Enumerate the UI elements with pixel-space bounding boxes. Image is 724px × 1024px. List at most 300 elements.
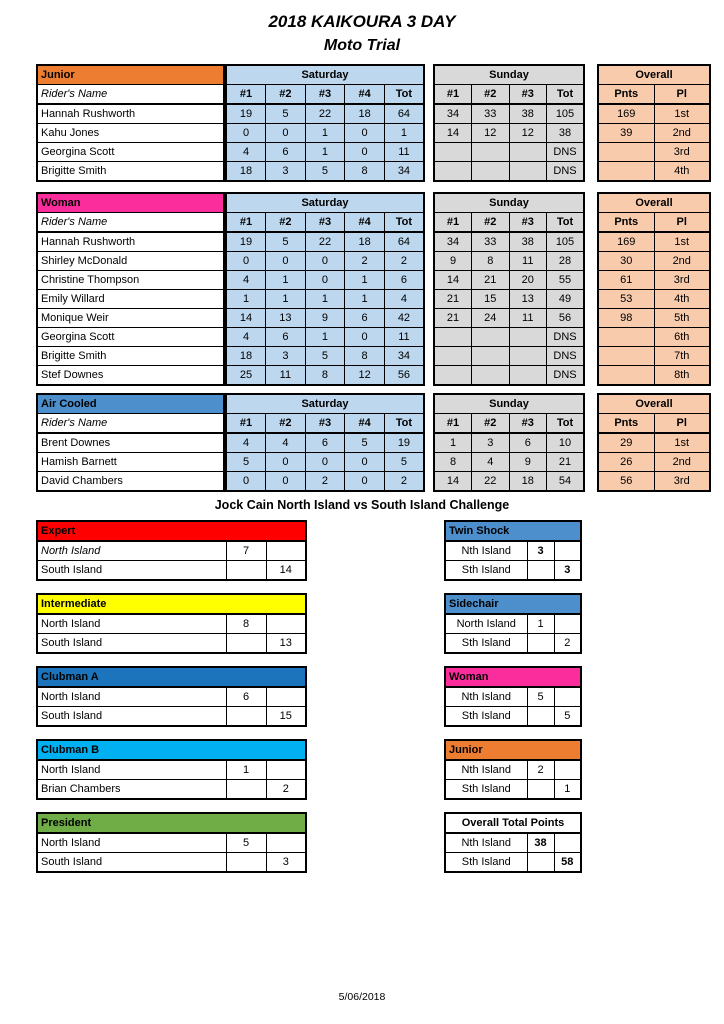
sat-score-cell: 34 — [384, 162, 424, 182]
score-col1-cell — [527, 780, 554, 800]
overall-cell: 26 — [598, 453, 654, 472]
sun-score-cell: DNS — [547, 347, 585, 366]
sun-score-cell: DNS — [547, 328, 585, 347]
sat-score-cell: 0 — [305, 453, 345, 472]
sun-score-cell: 8 — [472, 252, 510, 271]
sun-col-header: #2 — [472, 414, 510, 434]
score-col1-cell: 3 — [527, 541, 554, 561]
score-col1-cell: 5 — [226, 833, 266, 853]
overall-cell: 30 — [598, 252, 654, 271]
score-col1-cell — [527, 634, 554, 654]
results-table-junior — [36, 64, 711, 182]
overall-col-header: Pl — [654, 213, 710, 233]
score-col2-cell: 2 — [266, 780, 306, 800]
score-col1-cell — [527, 707, 554, 727]
sat-col-header: #2 — [266, 414, 306, 434]
sat-score-cell: 2 — [305, 472, 345, 492]
sun-score-cell: 6 — [509, 433, 547, 453]
sat-score-cell: 6 — [266, 143, 306, 162]
sun-score-cell: 11 — [509, 252, 547, 271]
overall-block-air-cooled — [597, 393, 711, 492]
sat-score-cell: 0 — [345, 328, 385, 347]
sat-score-cell: 0 — [266, 252, 306, 271]
sat-score-cell: 18 — [345, 232, 385, 252]
sat-score-cell: 18 — [345, 104, 385, 124]
sat-score-cell: 19 — [226, 104, 266, 124]
island-label: North Island — [445, 614, 527, 634]
challenge-header-twin-shock: Twin Shock — [445, 521, 581, 541]
overall-cell: 4th — [654, 290, 710, 309]
sat-score-cell: 0 — [305, 252, 345, 271]
overall-cell: 7th — [654, 347, 710, 366]
sun-score-cell: 34 — [434, 104, 472, 124]
score-col1-cell — [527, 561, 554, 581]
island-label: Nth Island — [445, 541, 527, 561]
score-col2-cell: 5 — [554, 707, 581, 727]
sat-score-cell: 0 — [226, 252, 266, 271]
overall-cell: 2nd — [654, 252, 710, 271]
challenge-header-intermediate: Intermediate — [37, 594, 306, 614]
sun-score-cell — [434, 162, 472, 182]
sat-score-cell: 1 — [266, 271, 306, 290]
sun-score-cell: 49 — [547, 290, 585, 309]
sat-col-header: #4 — [345, 213, 385, 233]
island-label: North Island — [37, 833, 226, 853]
saturday-header: Saturday — [226, 394, 424, 414]
sun-score-cell: 55 — [547, 271, 585, 290]
score-col2-cell — [266, 687, 306, 707]
sat-score-cell: 1 — [266, 290, 306, 309]
island-label: North Island — [37, 687, 226, 707]
sun-score-cell: DNS — [547, 366, 585, 386]
challenge-header-woman: Woman — [445, 667, 581, 687]
overall-cell — [598, 328, 654, 347]
score-col2-cell: 2 — [554, 634, 581, 654]
sat-col-header: Tot — [384, 85, 424, 105]
score-col2-cell — [554, 541, 581, 561]
sat-col-header: #4 — [345, 414, 385, 434]
sat-score-cell: 34 — [384, 347, 424, 366]
overall-cell: 39 — [598, 124, 654, 143]
overall-cell: 3rd — [654, 271, 710, 290]
sat-score-cell: 8 — [305, 366, 345, 386]
challenge-title: Jock Cain North Island vs South Island Challenge — [214, 498, 510, 512]
sunday-header: Sunday — [434, 65, 584, 85]
score-col2-cell: 1 — [554, 780, 581, 800]
sun-score-cell — [509, 328, 547, 347]
challenge-table-intermediate — [36, 593, 307, 654]
sat-col-header: #1 — [226, 213, 266, 233]
overall-cell: 53 — [598, 290, 654, 309]
challenge-header-clubman-b: Clubman B — [37, 740, 306, 760]
rider-name: David Chambers — [37, 472, 224, 492]
sat-score-cell: 1 — [305, 143, 345, 162]
score-col2-cell — [266, 614, 306, 634]
challenge-table-junior — [444, 739, 582, 800]
sat-score-cell: 6 — [384, 271, 424, 290]
sun-score-cell: 13 — [509, 290, 547, 309]
overall-cell: 1st — [654, 232, 710, 252]
sat-score-cell: 0 — [226, 124, 266, 143]
sat-score-cell: 14 — [226, 309, 266, 328]
sun-col-header: Tot — [547, 85, 585, 105]
rider-name: Hamish Barnett — [37, 453, 224, 472]
sat-score-cell: 0 — [226, 472, 266, 492]
sun-col-header: Tot — [547, 213, 585, 233]
sun-col-header: #3 — [509, 213, 547, 233]
page-title: 2018 KAIKOURA 3 DAY — [268, 12, 456, 31]
sat-score-cell: 18 — [226, 162, 266, 182]
sun-col-header: Tot — [547, 414, 585, 434]
score-col1-cell — [226, 561, 266, 581]
class-header-air-cooled: Air Cooled — [37, 394, 224, 414]
overall-cell: 98 — [598, 309, 654, 328]
island-label: North Island — [37, 760, 226, 780]
sat-score-cell: 42 — [384, 309, 424, 328]
sat-score-cell: 5 — [305, 162, 345, 182]
sat-score-cell: 5 — [266, 104, 306, 124]
island-label: North Island — [37, 614, 226, 634]
overall-cell: 169 — [598, 104, 654, 124]
rider-column-junior — [36, 64, 225, 182]
challenge-header-overall-total-points: Overall Total Points — [445, 813, 581, 833]
rider-name: Brent Downes — [37, 433, 224, 453]
score-col2-cell: 14 — [266, 561, 306, 581]
sat-score-cell: 4 — [226, 433, 266, 453]
sun-score-cell: 14 — [434, 271, 472, 290]
score-col2-cell: 3 — [554, 561, 581, 581]
sun-score-cell: 21 — [434, 290, 472, 309]
score-col1-cell — [226, 853, 266, 873]
sun-score-cell — [434, 366, 472, 386]
results-table-air-cooled — [36, 393, 711, 492]
overall-cell: 4th — [654, 162, 710, 182]
overall-cell — [598, 162, 654, 182]
sat-score-cell: 19 — [226, 232, 266, 252]
saturday-header: Saturday — [226, 65, 424, 85]
sat-score-cell: 19 — [384, 433, 424, 453]
sun-score-cell: 28 — [547, 252, 585, 271]
challenge-header-president: President — [37, 813, 306, 833]
sat-score-cell: 5 — [384, 453, 424, 472]
rider-column-air-cooled — [36, 393, 225, 492]
challenge-header-clubman-a: Clubman A — [37, 667, 306, 687]
sunday-block-woman — [433, 192, 585, 386]
sat-score-cell: 2 — [384, 252, 424, 271]
sunday-block-air-cooled — [433, 393, 585, 492]
overall-header: Overall — [598, 65, 710, 85]
rider-name: Stef Downes — [37, 366, 224, 386]
sun-score-cell: DNS — [547, 143, 585, 162]
sat-score-cell: 4 — [266, 433, 306, 453]
riders-name-label: Rider's Name — [37, 213, 224, 233]
sat-score-cell: 64 — [384, 232, 424, 252]
sun-col-header: #1 — [434, 213, 472, 233]
sat-score-cell: 13 — [266, 309, 306, 328]
sat-score-cell: 4 — [384, 290, 424, 309]
island-label: South Island — [37, 561, 226, 581]
island-label: South Island — [37, 634, 226, 654]
overall-cell: 2nd — [654, 124, 710, 143]
page-subtitle: Moto Trial — [323, 37, 401, 54]
challenge-table-expert — [36, 520, 307, 581]
sat-score-cell: 6 — [305, 433, 345, 453]
sun-col-header: #3 — [509, 85, 547, 105]
sun-col-header: #3 — [509, 414, 547, 434]
sat-score-cell: 2 — [345, 252, 385, 271]
sat-score-cell: 4 — [226, 271, 266, 290]
sat-score-cell: 1 — [384, 124, 424, 143]
score-col2-cell: 3 — [266, 853, 306, 873]
score-col2-cell — [554, 760, 581, 780]
overall-col-header: Pl — [654, 414, 710, 434]
overall-cell: 8th — [654, 366, 710, 386]
sun-score-cell: 15 — [472, 290, 510, 309]
score-col2-cell — [554, 833, 581, 853]
challenge-header-junior: Junior — [445, 740, 581, 760]
sat-score-cell: 6 — [266, 328, 306, 347]
island-label: North Island — [37, 541, 226, 561]
sat-score-cell: 1 — [305, 290, 345, 309]
sun-score-cell — [472, 143, 510, 162]
sat-score-cell: 4 — [226, 143, 266, 162]
challenge-table-sidechair — [444, 593, 582, 654]
saturday-block-air-cooled — [225, 393, 425, 492]
sun-score-cell: 14 — [434, 124, 472, 143]
sat-col-header: Tot — [384, 414, 424, 434]
sat-score-cell: 11 — [384, 143, 424, 162]
sun-score-cell — [472, 162, 510, 182]
sun-score-cell: 105 — [547, 104, 585, 124]
overall-col-header: Pnts — [598, 85, 654, 105]
sun-score-cell: 22 — [472, 472, 510, 492]
sun-score-cell — [509, 366, 547, 386]
sun-score-cell: 21 — [547, 453, 585, 472]
rider-name: Emily Willard — [37, 290, 224, 309]
sun-score-cell: 12 — [509, 124, 547, 143]
score-col1-cell — [226, 707, 266, 727]
sat-col-header: #3 — [305, 414, 345, 434]
sat-score-cell: 3 — [266, 162, 306, 182]
overall-cell: 2nd — [654, 453, 710, 472]
sat-score-cell: 2 — [384, 472, 424, 492]
sat-col-header: #1 — [226, 414, 266, 434]
sat-score-cell: 6 — [345, 309, 385, 328]
challenge-header-expert: Expert — [37, 521, 306, 541]
rider-name: Hannah Rushworth — [37, 104, 224, 124]
challenge-table-president — [36, 812, 307, 873]
sat-score-cell: 11 — [266, 366, 306, 386]
sun-score-cell: 21 — [434, 309, 472, 328]
sun-score-cell: 9 — [509, 453, 547, 472]
overall-col-header: Pl — [654, 85, 710, 105]
sat-score-cell: 1 — [305, 124, 345, 143]
island-label: Sth Island — [445, 853, 527, 873]
score-col1-cell: 2 — [527, 760, 554, 780]
rider-name: Hannah Rushworth — [37, 232, 224, 252]
rider-name: Christine Thompson — [37, 271, 224, 290]
sun-score-cell: 11 — [509, 309, 547, 328]
score-col1-cell: 1 — [226, 760, 266, 780]
riders-name-label: Rider's Name — [37, 85, 224, 105]
sat-col-header: #3 — [305, 85, 345, 105]
sat-score-cell: 0 — [345, 143, 385, 162]
saturday-block-woman — [225, 192, 425, 386]
score-col1-cell — [226, 780, 266, 800]
footer-date: 5/06/2018 — [338, 991, 386, 1003]
sat-score-cell: 5 — [345, 433, 385, 453]
island-label: Sth Island — [445, 561, 527, 581]
sun-score-cell: 12 — [472, 124, 510, 143]
score-col2-cell — [554, 614, 581, 634]
challenge-table-overall-total-points — [444, 812, 582, 873]
sun-col-header: #2 — [472, 213, 510, 233]
island-label: Sth Island — [445, 634, 527, 654]
sat-col-header: #4 — [345, 85, 385, 105]
island-label: South Island — [37, 853, 226, 873]
score-col2-cell — [266, 833, 306, 853]
class-header-woman: Woman — [37, 193, 224, 213]
overall-cell — [598, 347, 654, 366]
island-label: Nth Island — [445, 760, 527, 780]
sun-score-cell — [472, 347, 510, 366]
sat-score-cell: 5 — [226, 453, 266, 472]
overall-cell: 169 — [598, 232, 654, 252]
rider-name: Shirley McDonald — [37, 252, 224, 271]
score-col1-cell — [226, 634, 266, 654]
sat-score-cell: 0 — [266, 124, 306, 143]
sun-col-header: #2 — [472, 85, 510, 105]
sat-score-cell: 1 — [345, 290, 385, 309]
sat-score-cell: 22 — [305, 232, 345, 252]
sat-score-cell: 56 — [384, 366, 424, 386]
sun-score-cell: 1 — [434, 433, 472, 453]
sun-score-cell — [509, 143, 547, 162]
sun-score-cell: 20 — [509, 271, 547, 290]
sat-score-cell: 3 — [266, 347, 306, 366]
overall-cell — [598, 366, 654, 386]
sun-score-cell: 105 — [547, 232, 585, 252]
overall-cell: 3rd — [654, 472, 710, 492]
sun-score-cell — [472, 328, 510, 347]
sat-score-cell: 1 — [305, 328, 345, 347]
island-label: Sth Island — [445, 780, 527, 800]
sun-score-cell — [472, 366, 510, 386]
overall-block-woman — [597, 192, 711, 386]
results-table-woman — [36, 192, 711, 386]
sun-score-cell — [434, 143, 472, 162]
sat-score-cell: 12 — [345, 366, 385, 386]
overall-header: Overall — [598, 193, 710, 213]
sunday-header: Sunday — [434, 193, 584, 213]
challenge-table-clubman-b — [36, 739, 307, 800]
sun-score-cell: 38 — [547, 124, 585, 143]
sat-score-cell: 5 — [305, 347, 345, 366]
sat-score-cell: 0 — [305, 271, 345, 290]
challenge-table-woman — [444, 666, 582, 727]
rider-name: Kahu Jones — [37, 124, 224, 143]
island-label: Brian Chambers — [37, 780, 226, 800]
sun-score-cell: 21 — [472, 271, 510, 290]
sun-score-cell — [509, 347, 547, 366]
sun-score-cell: 38 — [509, 232, 547, 252]
score-col1-cell: 38 — [527, 833, 554, 853]
sun-score-cell: 56 — [547, 309, 585, 328]
island-label: South Island — [37, 707, 226, 727]
sat-score-cell: 25 — [226, 366, 266, 386]
sat-score-cell: 22 — [305, 104, 345, 124]
sat-score-cell: 9 — [305, 309, 345, 328]
overall-cell — [598, 143, 654, 162]
overall-cell: 3rd — [654, 143, 710, 162]
sun-score-cell: DNS — [547, 162, 585, 182]
sat-score-cell: 8 — [345, 162, 385, 182]
sun-score-cell: 9 — [434, 252, 472, 271]
island-label: Nth Island — [445, 687, 527, 707]
sun-score-cell: 33 — [472, 104, 510, 124]
sun-score-cell — [434, 347, 472, 366]
sat-score-cell: 8 — [345, 347, 385, 366]
riders-name-label: Rider's Name — [37, 414, 224, 434]
score-col1-cell — [527, 853, 554, 873]
overall-cell: 1st — [654, 433, 710, 453]
overall-cell: 29 — [598, 433, 654, 453]
sat-score-cell: 5 — [266, 232, 306, 252]
score-col2-cell — [554, 687, 581, 707]
overall-cell: 6th — [654, 328, 710, 347]
island-label: Sth Island — [445, 707, 527, 727]
score-col2-cell: 13 — [266, 634, 306, 654]
rider-column-woman — [36, 192, 225, 386]
score-col2-cell — [266, 760, 306, 780]
score-col2-cell: 15 — [266, 707, 306, 727]
challenge-table-twin-shock — [444, 520, 582, 581]
rider-name: Brigitte Smith — [37, 347, 224, 366]
sat-score-cell: 18 — [226, 347, 266, 366]
sun-score-cell — [434, 328, 472, 347]
sun-score-cell: 38 — [509, 104, 547, 124]
sun-score-cell: 10 — [547, 433, 585, 453]
rider-name: Georgina Scott — [37, 328, 224, 347]
score-col1-cell: 5 — [527, 687, 554, 707]
score-col2-cell: 58 — [554, 853, 581, 873]
sun-score-cell: 33 — [472, 232, 510, 252]
sat-col-header: #2 — [266, 85, 306, 105]
overall-block-junior — [597, 64, 711, 182]
rider-name: Georgina Scott — [37, 143, 224, 162]
challenge-table-clubman-a — [36, 666, 307, 727]
sunday-block-junior — [433, 64, 585, 182]
sat-col-header: Tot — [384, 213, 424, 233]
rider-name: Monique Weir — [37, 309, 224, 328]
sat-score-cell: 0 — [266, 472, 306, 492]
overall-cell: 61 — [598, 271, 654, 290]
overall-cell: 1st — [654, 104, 710, 124]
sat-score-cell: 4 — [226, 328, 266, 347]
score-col1-cell: 1 — [527, 614, 554, 634]
overall-col-header: Pnts — [598, 414, 654, 434]
overall-cell: 56 — [598, 472, 654, 492]
sat-score-cell: 1 — [226, 290, 266, 309]
sat-score-cell: 11 — [384, 328, 424, 347]
rider-name: Brigitte Smith — [37, 162, 224, 182]
sun-score-cell: 8 — [434, 453, 472, 472]
saturday-header: Saturday — [226, 193, 424, 213]
challenge-header-sidechair: Sidechair — [445, 594, 581, 614]
overall-header: Overall — [598, 394, 710, 414]
sat-score-cell: 0 — [345, 124, 385, 143]
sat-score-cell: 64 — [384, 104, 424, 124]
